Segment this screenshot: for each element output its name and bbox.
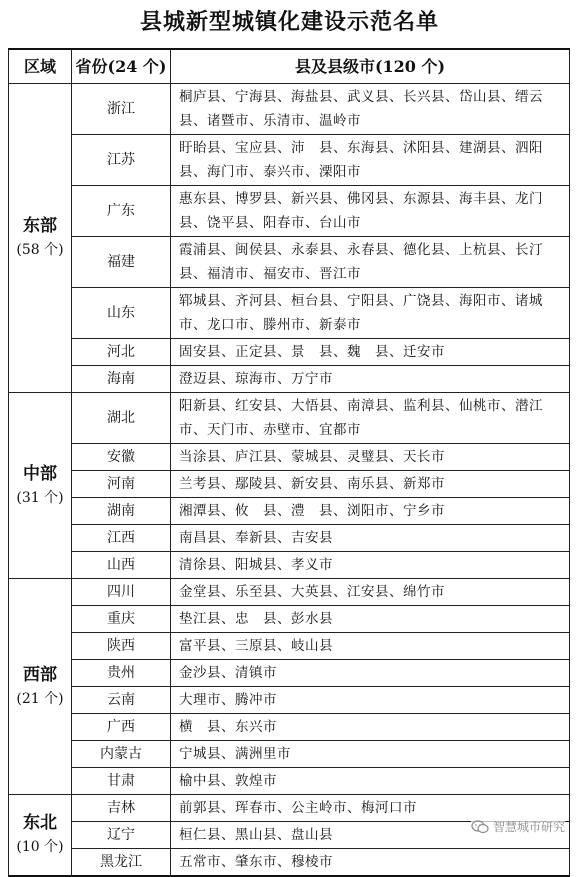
county-list: 榆中县、敦煌市 [171,768,570,795]
province-name: 湖北 [72,393,171,444]
region-count: (58 个) [16,242,64,258]
province-name: 江西 [72,525,171,552]
table-row [9,714,570,741]
province-name: 河南 [72,471,171,498]
demo-list-table [8,48,570,877]
province-name: 云南 [72,687,171,714]
table-row [9,393,570,444]
table-row [9,633,570,660]
table-row [9,444,570,471]
region-cell-west [9,579,72,795]
province-name: 甘肃 [72,768,171,795]
county-list: 垫江县、忠 县、彭水县 [171,606,570,633]
table-row [9,660,570,687]
province-name: 山东 [72,288,171,339]
county-list: 澄迈县、琼海市、万宁市 [171,366,570,393]
county-list: 宁城县、满洲里市 [171,741,570,768]
table-row [9,471,570,498]
table-row [9,741,570,768]
county-list: 兰考县、鄢陵县、新安县、南乐县、新郑市 [171,471,570,498]
province-name: 广西 [72,714,171,741]
county-list: 霞浦县、闽侯县、永泰县、永春县、德化县、上杭县、长汀县、福清市、福安市、晋江市 [171,237,570,288]
province-name: 浙江 [72,84,171,135]
county-list: 大理市、腾冲市 [171,687,570,714]
table-row [9,498,570,525]
region-name: 西部 [23,664,57,685]
region-cell-central [9,393,72,579]
page-title: 县城新型城镇化建设示范名单 [139,9,439,35]
table-header-row [9,49,570,84]
province-name: 内蒙古 [72,741,171,768]
table-row [9,237,570,288]
county-list: 清徐县、阳城县、孝义市 [171,552,570,579]
county-list: 固安县、正定县、景 县、魏 县、迁安市 [171,339,570,366]
region-count: (10 个) [16,839,64,855]
province-name: 贵州 [72,660,171,687]
county-list: 惠东县、博罗县、新兴县、佛冈县、东源县、海丰县、龙门县、饶平县、阳春市、台山市 [171,186,570,237]
province-name: 重庆 [72,606,171,633]
table-row [9,687,570,714]
watermark-text: 智慧城市研究 [492,820,565,834]
region-cell-east [9,84,72,393]
province-name: 河北 [72,339,171,366]
region-cell-northeast [9,795,72,877]
region-count: (31 个) [16,489,64,506]
table-row [9,606,570,633]
county-list: 盱眙县、宝应县、沛 县、东海县、沭阳县、建湖县、泗阳县、海门市、泰兴市、溧阳市 [171,135,570,186]
county-list: 横 县、东兴市 [171,714,570,741]
header-province: 省份(24 个) [72,49,171,84]
county-list: 富平县、三原县、岐山县 [171,633,570,660]
county-list: 郓城县、齐河县、桓台县、宁阳县、广饶县、海阳市、诸城市、龙口市、滕州市、新泰市 [171,288,570,339]
table-row [9,135,570,186]
watermark [471,818,565,835]
table-row [9,366,570,393]
wechat-icon [471,820,489,834]
table-row [9,579,570,606]
region-name: 东北 [23,813,57,833]
province-name: 安徽 [72,444,171,471]
county-list: 桐庐县、宁海县、海盐县、武义县、长兴县、岱山县、缙云县、诸暨市、乐清市、温岭市 [171,84,570,135]
county-list: 南昌县、奉新县、吉安县 [171,525,570,552]
province-name: 湖南 [72,498,171,525]
province-name: 陕西 [72,633,171,660]
table-row [9,339,570,366]
county-list: 湘潭县、攸 县、澧 县、浏阳市、宁乡市 [171,498,570,525]
province-name: 江苏 [72,135,171,186]
table-row [9,186,570,237]
header-counties: 县及县级市(120 个) [171,49,570,84]
table-row [9,768,570,795]
county-list: 五常市、肇东市、穆棱市 [171,849,570,877]
province-name: 广东 [72,186,171,237]
province-name: 四川 [72,579,171,606]
province-name: 黑龙江 [72,849,171,877]
province-name: 辽宁 [72,822,171,849]
county-list: 桓仁县、黑山县、盘山县 [171,822,570,849]
province-name: 福建 [72,237,171,288]
county-list: 前郭县、珲春市、公主岭市、梅河口市 [171,795,570,822]
region-name: 中部 [23,463,57,484]
table-row [9,849,570,877]
header-region: 区域 [9,49,72,84]
table-row [9,552,570,579]
table-row [9,84,570,135]
county-list: 阳新县、红安县、大悟县、南漳县、监利县、仙桃市、潜江市、天门市、赤壁市、宜都市 [171,393,570,444]
county-list: 当涂县、庐江县、蒙城县、灵璧县、天长市 [171,444,570,471]
province-name: 海南 [72,366,171,393]
table-row [9,525,570,552]
region-count: (21 个) [16,690,64,707]
county-list: 金堂县、乐至县、大英县、江安县、绵竹市 [171,579,570,606]
table-row [9,288,570,339]
province-name: 山西 [72,552,171,579]
region-name: 东部 [23,216,57,236]
county-list: 金沙县、清镇市 [171,660,570,687]
province-name: 吉林 [72,795,171,822]
